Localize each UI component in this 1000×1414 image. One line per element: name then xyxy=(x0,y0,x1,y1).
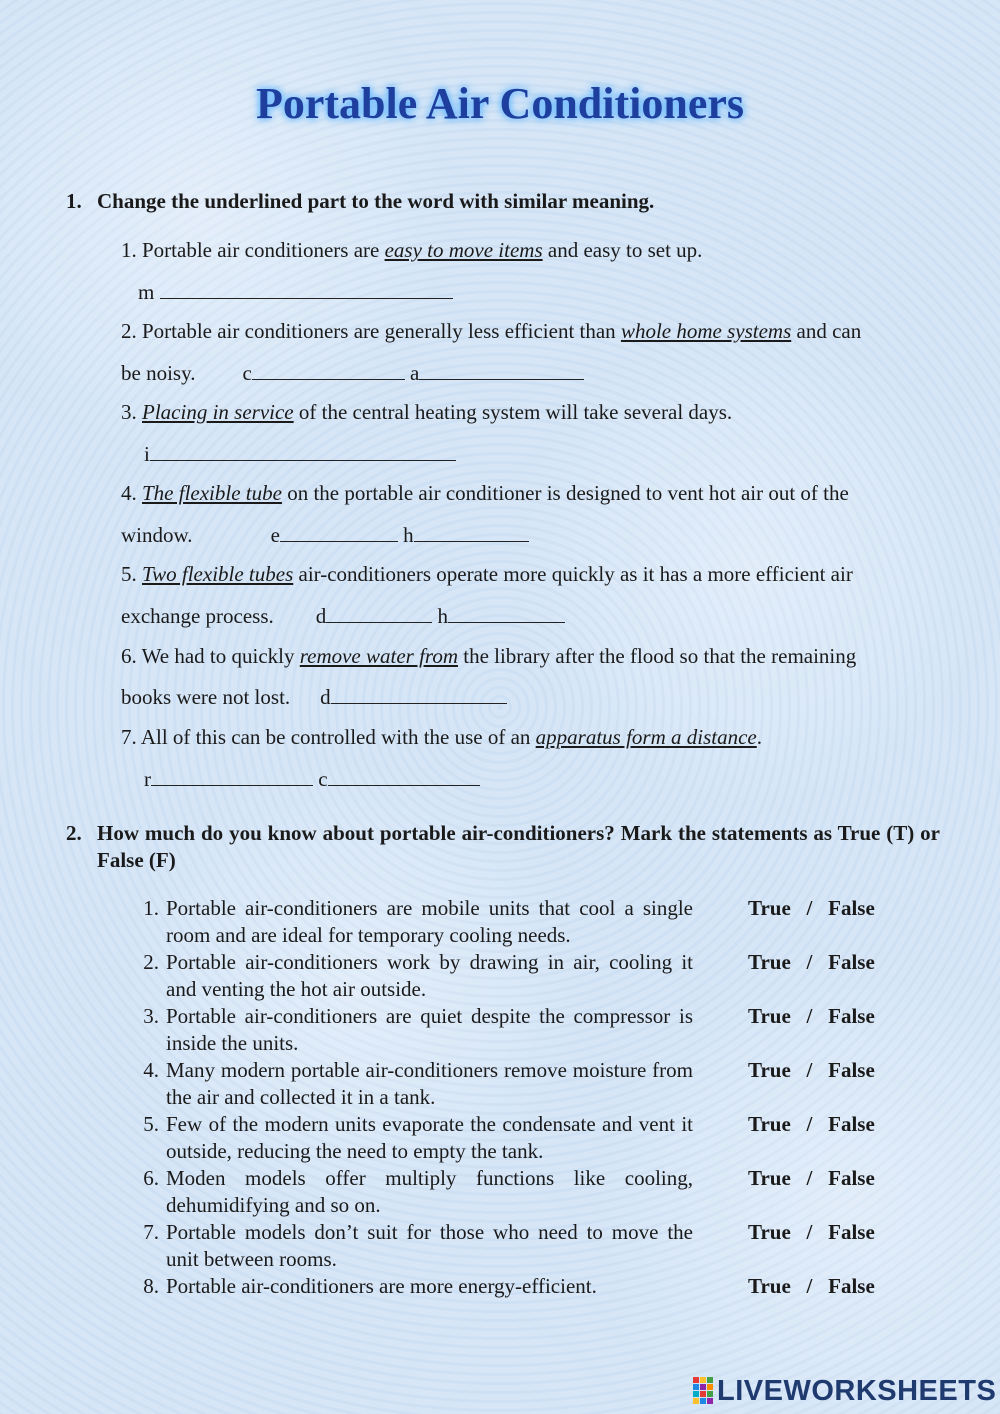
question-3 xyxy=(121,400,732,425)
statement-text: Portable models don’t suit for those who need to move the unit between rooms. xyxy=(166,1220,693,1271)
answer-line-1 xyxy=(138,279,453,305)
true-option[interactable]: True xyxy=(748,1274,791,1298)
section-1-number: 1. xyxy=(66,189,82,213)
answer-blank[interactable] xyxy=(419,360,584,380)
statement-text: Portable air-conditioners are mobile units that cool a single room and are ideal for temporary cooling needs. xyxy=(166,896,693,947)
answer-blank[interactable] xyxy=(150,441,456,461)
answer-hint-letter: c xyxy=(318,767,328,791)
true-false-choice xyxy=(748,895,875,922)
false-option[interactable]: False xyxy=(828,1112,875,1136)
statement-text: Few of the modern units evaporate the condensate and vent it outside, reducing the need to empty the tank. xyxy=(166,1112,693,1163)
choice-separator: / xyxy=(806,1112,813,1136)
question-text: exchange process. xyxy=(121,604,274,628)
section-1-heading xyxy=(66,188,940,215)
statement-number: 8. xyxy=(143,1274,159,1298)
underlined-phrase: remove water from xyxy=(299,644,458,668)
statement-number: 6. xyxy=(143,1166,159,1190)
answer-line-6 xyxy=(121,684,507,710)
liveworksheets-logo-icon xyxy=(693,1377,713,1405)
underlined-phrase: Placing in service xyxy=(142,400,294,424)
answer-hint-letter: i xyxy=(144,442,150,466)
section-2-heading-text: How much do you know about portable air-conditioners? Mark the statements as True (T) or False (F) xyxy=(97,821,940,872)
true-false-choice xyxy=(748,1111,875,1138)
true-option[interactable]: True xyxy=(748,1166,791,1190)
answer-blank[interactable] xyxy=(328,766,480,786)
choice-separator: / xyxy=(806,1274,813,1298)
question-1 xyxy=(121,238,702,263)
answer-blank[interactable] xyxy=(280,522,398,542)
true-false-choice xyxy=(748,1057,875,1084)
true-option[interactable]: True xyxy=(748,1220,791,1244)
question-text: air-conditioners operate more quickly as it has a more efficient air xyxy=(293,562,853,586)
choice-separator: / xyxy=(806,950,813,974)
false-option[interactable]: False xyxy=(828,1220,875,1244)
question-text: of the central heating system will take several days. xyxy=(293,400,733,424)
true-false-choice xyxy=(748,1165,875,1192)
question-text: 1. Portable air conditioners are xyxy=(121,238,385,262)
question-6 xyxy=(121,644,856,669)
answer-blank[interactable] xyxy=(414,522,529,542)
statement-text: Portable air-conditioners are more energy-efficient. xyxy=(166,1274,597,1298)
answer-blank[interactable] xyxy=(331,684,507,704)
choice-separator: / xyxy=(806,896,813,920)
answer-blank[interactable] xyxy=(160,279,453,299)
choice-separator: / xyxy=(806,1004,813,1028)
true-false-choice xyxy=(748,949,875,976)
answer-line-3 xyxy=(144,441,456,467)
statement-number: 1. xyxy=(143,896,159,920)
choice-separator: / xyxy=(806,1220,813,1244)
statement-number: 7. xyxy=(143,1220,159,1244)
true-option[interactable]: True xyxy=(748,1004,791,1028)
logo-text: LIVEWORKSHEETS xyxy=(717,1374,997,1407)
answer-blank[interactable] xyxy=(326,603,432,623)
answer-hint-letter: e xyxy=(270,523,280,547)
answer-hint-letter: h xyxy=(437,604,449,628)
false-option[interactable]: False xyxy=(828,1166,875,1190)
answer-hint-letter: d xyxy=(315,604,327,628)
answer-hint-letter: m xyxy=(138,280,155,304)
answer-blank[interactable] xyxy=(252,360,405,380)
answer-hint-letter: c xyxy=(242,361,252,385)
question-text: on the portable air conditioner is designed to vent hot air out of the xyxy=(281,481,849,505)
answer-line-7 xyxy=(144,766,480,792)
statement-number: 4. xyxy=(143,1058,159,1082)
question-5 xyxy=(121,562,853,587)
answer-line-2 xyxy=(121,360,584,386)
question-text: and easy to set up. xyxy=(542,238,703,262)
true-false-choice xyxy=(748,1219,875,1246)
answer-hint-letter: d xyxy=(320,685,331,709)
question-text: the library after the flood so that the remaining xyxy=(457,644,857,668)
true-option[interactable]: True xyxy=(748,896,791,920)
underlined-phrase: easy to move items xyxy=(384,238,543,262)
question-text: 3. xyxy=(121,400,142,424)
answer-hint-letter: a xyxy=(410,361,420,385)
underlined-phrase: The flexible tube xyxy=(142,481,282,505)
question-2 xyxy=(121,319,861,344)
true-false-choice xyxy=(748,1273,875,1300)
answer-hint-letter: r xyxy=(144,767,151,791)
section-2-heading xyxy=(66,820,940,874)
question-text: and can xyxy=(791,319,862,343)
answer-line-5 xyxy=(121,603,565,629)
choice-separator: / xyxy=(806,1166,813,1190)
question-text: 2. Portable air conditioners are generally less efficient than xyxy=(121,319,621,343)
section-2-number: 2. xyxy=(66,821,82,845)
underlined-phrase: Two flexible tubes xyxy=(142,562,294,586)
statement-text: Moden models offer multiply functions like cooling, dehumidifying and so on. xyxy=(166,1166,693,1217)
question-text: books were not lost. xyxy=(121,685,291,709)
question-text: be noisy. xyxy=(121,361,196,385)
question-text: 4. xyxy=(121,481,142,505)
answer-blank[interactable] xyxy=(448,603,565,623)
choice-separator: / xyxy=(806,1058,813,1082)
section-1-heading-text: Change the underlined part to the word with similar meaning. xyxy=(97,189,655,213)
false-option[interactable]: False xyxy=(828,1274,875,1298)
true-option[interactable]: True xyxy=(748,1058,791,1082)
statement-text: Portable air-conditioners are quiet despite the compressor is inside the units. xyxy=(166,1004,693,1055)
question-text: 5. xyxy=(121,562,142,586)
answer-line-4 xyxy=(121,522,529,548)
question-text: 6. We had to quickly xyxy=(121,644,300,668)
question-text: . xyxy=(756,725,763,749)
statement-text: Many modern portable air-conditioners remove moisture from the air and collected it in a tank. xyxy=(166,1058,693,1109)
true-option[interactable]: True xyxy=(748,1112,791,1136)
statement-number: 3. xyxy=(143,1004,159,1028)
question-4 xyxy=(121,481,849,506)
statement-text: Portable air-conditioners work by drawing in air, cooling it and venting the hot air outside. xyxy=(166,950,693,1001)
underlined-phrase: whole home systems xyxy=(620,319,792,343)
statement-number: 2. xyxy=(143,950,159,974)
false-option[interactable]: False xyxy=(828,896,875,920)
answer-hint-letter: h xyxy=(403,523,414,547)
true-option[interactable]: True xyxy=(748,950,791,974)
true-false-choice xyxy=(748,1003,875,1030)
false-option[interactable]: False xyxy=(828,950,875,974)
page-title: Portable Air Conditioners xyxy=(255,79,745,128)
question-text: window. xyxy=(121,523,193,547)
question-text: 7. All of this can be controlled with the use of an xyxy=(121,725,536,749)
underlined-phrase: apparatus form a distance xyxy=(535,725,757,749)
false-option[interactable]: False xyxy=(828,1058,875,1082)
false-option[interactable]: False xyxy=(828,1004,875,1028)
question-7 xyxy=(121,725,762,750)
liveworksheets-logo[interactable] xyxy=(693,1374,996,1408)
statement-number: 5. xyxy=(143,1112,159,1136)
answer-blank[interactable] xyxy=(151,766,313,786)
